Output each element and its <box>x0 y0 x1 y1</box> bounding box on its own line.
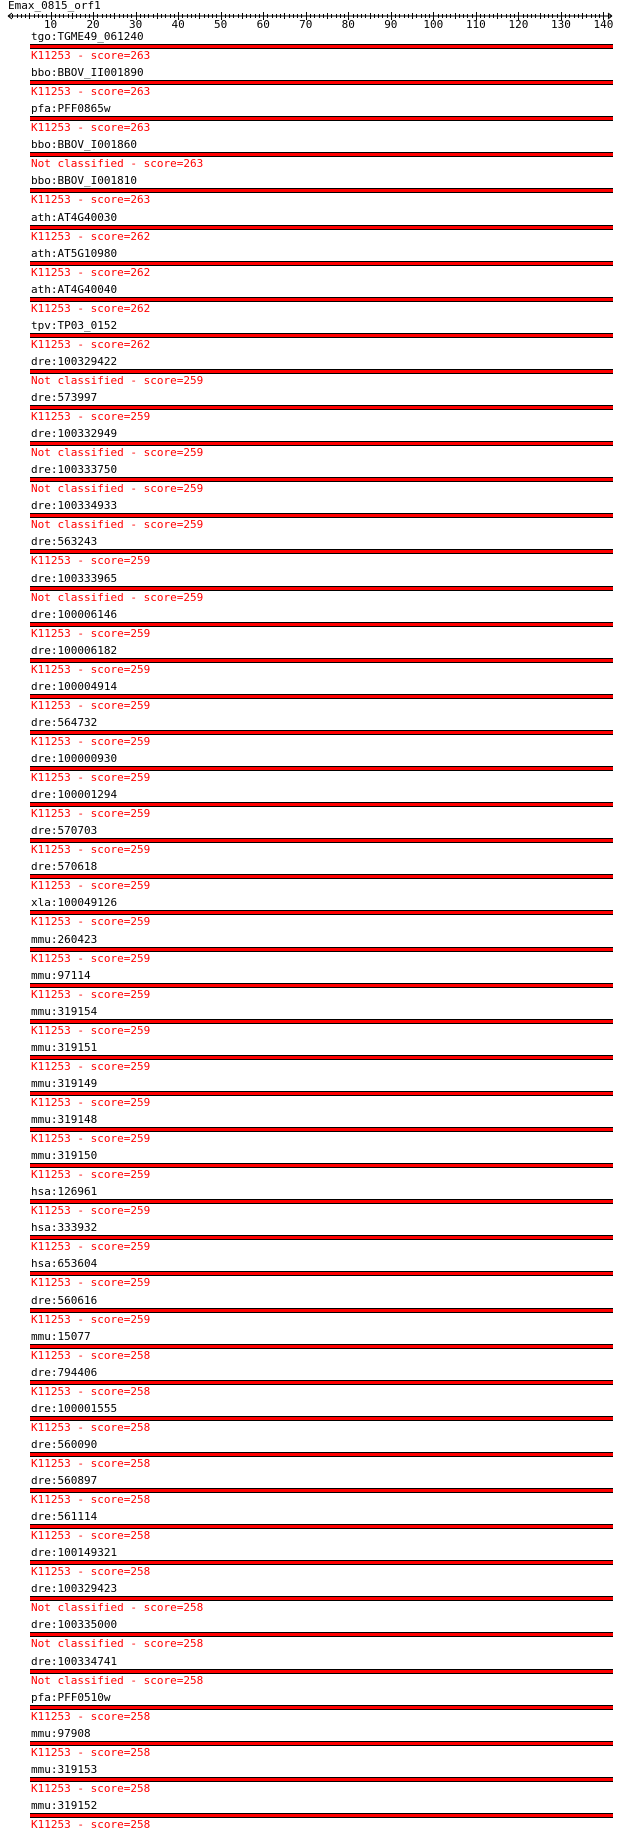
hit-gene-link[interactable]: hsa:126961 <box>31 1185 98 1198</box>
hit-score-text: Not classified - score=259 <box>31 374 204 387</box>
hit-gene-link[interactable]: dre:100329423 <box>31 1582 118 1595</box>
hit-row <box>0 463 620 499</box>
ruler-tick-label: 20 <box>86 18 100 31</box>
hit-row <box>0 1582 620 1618</box>
hit-row <box>0 1438 620 1474</box>
hit-score-text: K11253 - score=259 <box>31 952 151 965</box>
hit-row <box>0 1149 620 1185</box>
hit-row <box>0 283 620 319</box>
hit-score-text: K11253 - score=259 <box>31 1060 151 1073</box>
hit-gene-link[interactable]: pfa:PFF0510w <box>31 1691 111 1704</box>
hit-row <box>0 1005 620 1041</box>
hit-gene-link[interactable]: dre:561114 <box>31 1510 98 1523</box>
hit-row <box>0 680 620 716</box>
hit-row <box>0 752 620 788</box>
hit-gene-link[interactable]: mmu:319154 <box>31 1005 98 1018</box>
hit-gene-link[interactable]: dre:563243 <box>31 535 98 548</box>
hit-score-text: K11253 - score=259 <box>31 735 151 748</box>
hit-score-text: K11253 - score=259 <box>31 410 151 423</box>
hit-row <box>0 1763 620 1799</box>
ruler-tick-label: 100 <box>423 18 444 31</box>
hit-row <box>0 644 620 680</box>
hit-score-text: K11253 - score=258 <box>31 1385 151 1398</box>
ruler-tick-label: 60 <box>256 18 270 31</box>
hit-row <box>0 1113 620 1149</box>
sequence-title: Emax_0815_orf1 <box>8 0 101 12</box>
hit-gene-link[interactable]: mmu:319152 <box>31 1799 98 1812</box>
hit-score-text: Not classified - score=259 <box>31 446 204 459</box>
hit-row <box>0 1546 620 1582</box>
hit-row <box>0 211 620 247</box>
hit-gene-link[interactable]: mmu:319149 <box>31 1077 98 1090</box>
hit-gene-link[interactable]: ath:AT4G40040 <box>31 283 118 296</box>
hit-gene-link[interactable]: tgo:TGME49_061240 <box>31 30 144 43</box>
hit-gene-link[interactable]: tpv:TP03_0152 <box>31 319 118 332</box>
hit-row <box>0 1691 620 1727</box>
hit-score-text: K11253 - score=262 <box>31 338 151 351</box>
ruler-tick-label: 40 <box>171 18 185 31</box>
hit-gene-link[interactable]: dre:100332949 <box>31 427 118 440</box>
hit-score-text: K11253 - score=259 <box>31 554 151 567</box>
hit-row <box>0 933 620 969</box>
hit-gene-link[interactable]: mmu:260423 <box>31 933 98 946</box>
hit-gene-link[interactable]: dre:100334741 <box>31 1655 118 1668</box>
hit-score-text: K11253 - score=259 <box>31 699 151 712</box>
hit-score-text: K11253 - score=259 <box>31 1276 151 1289</box>
hit-score-text: K11253 - score=258 <box>31 1818 151 1831</box>
hit-gene-link[interactable]: dre:100329422 <box>31 355 118 368</box>
hit-row <box>0 66 620 102</box>
hit-gene-link[interactable]: dre:570618 <box>31 860 98 873</box>
hit-gene-link[interactable]: mmu:319151 <box>31 1041 98 1054</box>
hit-gene-link[interactable]: dre:573997 <box>31 391 98 404</box>
hit-gene-link[interactable]: dre:100334933 <box>31 499 118 512</box>
ruler-tick-label: 70 <box>299 18 313 31</box>
hit-gene-link[interactable]: dre:100000930 <box>31 752 118 765</box>
hit-score-text: K11253 - score=259 <box>31 627 151 640</box>
hit-row <box>0 102 620 138</box>
hit-row <box>0 1330 620 1366</box>
hit-row <box>0 1799 620 1835</box>
hit-score-text: K11253 - score=259 <box>31 1024 151 1037</box>
ruler-tick-label: 120 <box>508 18 529 31</box>
hit-row <box>0 1185 620 1221</box>
hit-gene-link[interactable]: mmu:97114 <box>31 969 91 982</box>
hit-score-text: Not classified - score=258 <box>31 1674 204 1687</box>
hit-gene-link[interactable]: bbo:BBOV_I001860 <box>31 138 137 151</box>
hit-score-text: K11253 - score=259 <box>31 663 151 676</box>
hit-row <box>0 319 620 355</box>
hit-score-text: Not classified - score=259 <box>31 518 204 531</box>
hit-row <box>0 1294 620 1330</box>
hit-row <box>0 1077 620 1113</box>
ruler-tick-label: 10 <box>43 18 58 31</box>
hit-row <box>0 1221 620 1257</box>
hit-score-text: K11253 - score=259 <box>31 1240 151 1253</box>
hit-score-text: Not classified - score=259 <box>31 482 204 495</box>
hit-row <box>0 969 620 1005</box>
hit-gene-link[interactable]: ath:AT4G40030 <box>31 211 118 224</box>
hit-score-text: K11253 - score=259 <box>31 1204 151 1217</box>
hit-gene-link[interactable]: dre:560616 <box>31 1294 98 1307</box>
hit-score-text: K11253 - score=259 <box>31 807 151 820</box>
hit-score-text: K11253 - score=259 <box>31 1168 151 1181</box>
hit-gene-link[interactable]: xla:100049126 <box>31 896 118 909</box>
hit-row <box>0 572 620 608</box>
hit-score-text: K11253 - score=259 <box>31 1096 151 1109</box>
hit-score-text: K11253 - score=263 <box>31 121 151 134</box>
hit-gene-link[interactable]: dre:100004914 <box>31 680 118 693</box>
hit-row <box>0 138 620 174</box>
hit-row <box>0 716 620 752</box>
hit-row <box>0 788 620 824</box>
hit-score-text: K11253 - score=259 <box>31 1132 151 1145</box>
hit-score-text: K11253 - score=259 <box>31 771 151 784</box>
hit-score-text: K11253 - score=263 <box>31 85 151 98</box>
hit-gene-link[interactable]: mmu:319153 <box>31 1763 98 1776</box>
ruler-tick-label: 110 <box>465 18 486 31</box>
hit-score-text: K11253 - score=263 <box>31 49 151 62</box>
hit-score-text: Not classified - score=259 <box>31 591 204 604</box>
hit-row <box>0 1402 620 1438</box>
hit-row <box>0 1510 620 1546</box>
hit-score-text: Not classified - score=258 <box>31 1601 204 1614</box>
hit-gene-link[interactable]: bbo:BBOV_II001890 <box>31 66 144 79</box>
hit-score-text: K11253 - score=258 <box>31 1349 151 1362</box>
hit-gene-link[interactable]: bbo:BBOV_I001810 <box>31 174 137 187</box>
ruler-tick-label: 50 <box>214 18 228 31</box>
hit-gene-link[interactable]: dre:100006146 <box>31 608 118 621</box>
hit-row <box>0 1257 620 1293</box>
hit-gene-link[interactable]: dre:100006182 <box>31 644 118 657</box>
hit-score-text: K11253 - score=259 <box>31 1313 151 1326</box>
hit-score-text: K11253 - score=259 <box>31 879 151 892</box>
hit-row <box>0 1041 620 1077</box>
hit-gene-link[interactable]: dre:564732 <box>31 716 98 729</box>
hit-gene-link[interactable]: pfa:PFF0865w <box>31 102 111 115</box>
hit-score-text: K11253 - score=258 <box>31 1710 151 1723</box>
hit-gene-link[interactable]: dre:100335000 <box>31 1618 118 1631</box>
hit-row <box>0 1727 620 1763</box>
hit-gene-link[interactable]: ath:AT5G10980 <box>31 247 118 260</box>
hit-gene-link[interactable]: dre:560897 <box>31 1474 98 1487</box>
hit-gene-link[interactable]: hsa:653604 <box>31 1257 98 1270</box>
hit-row <box>0 355 620 391</box>
hit-row <box>0 1655 620 1691</box>
hit-row <box>0 860 620 896</box>
ruler-tick-label: 80 <box>341 18 355 31</box>
hit-score-text: K11253 - score=258 <box>31 1782 151 1795</box>
hit-score-text: K11253 - score=262 <box>31 230 151 243</box>
hit-score-text: Not classified - score=263 <box>31 157 204 170</box>
hit-row <box>0 896 620 932</box>
hit-gene-link[interactable]: hsa:333932 <box>31 1221 98 1234</box>
hit-row <box>0 391 620 427</box>
hit-gene-link[interactable]: dre:100149321 <box>31 1546 118 1559</box>
hit-row <box>0 1474 620 1510</box>
hit-gene-link[interactable]: dre:100001555 <box>31 1402 118 1415</box>
hit-row <box>0 427 620 463</box>
hit-score-text: K11253 - score=258 <box>31 1421 151 1434</box>
hit-score-text: K11253 - score=262 <box>31 302 151 315</box>
hit-gene-link[interactable]: mmu:97908 <box>31 1727 91 1740</box>
hit-gene-link[interactable]: dre:560090 <box>31 1438 98 1451</box>
position-ruler <box>0 0 620 32</box>
hit-score-text: K11253 - score=263 <box>31 193 151 206</box>
hit-score-text: K11253 - score=259 <box>31 843 151 856</box>
hit-row <box>0 824 620 860</box>
hit-row <box>0 30 620 66</box>
hit-row <box>0 499 620 535</box>
hit-row <box>0 174 620 210</box>
hit-score-text: K11253 - score=258 <box>31 1457 151 1470</box>
ruler-tick-label: 90 <box>384 18 398 31</box>
hit-gene-link[interactable]: dre:100333750 <box>31 463 118 476</box>
hit-score-text: K11253 - score=258 <box>31 1493 151 1506</box>
ruler-tick-label: 130 <box>551 18 571 31</box>
hit-score-text: K11253 - score=258 <box>31 1565 151 1578</box>
hit-score-text: K11253 - score=259 <box>31 988 151 1001</box>
hit-score-text: K11253 - score=258 <box>31 1529 151 1542</box>
hit-score-text: Not classified - score=258 <box>31 1637 204 1650</box>
hit-gene-link[interactable]: dre:794406 <box>31 1366 98 1379</box>
hit-row <box>0 535 620 571</box>
hit-score-text: K11253 - score=258 <box>31 1746 151 1759</box>
hit-row <box>0 608 620 644</box>
hit-gene-link[interactable]: mmu:15077 <box>31 1330 91 1343</box>
hit-row <box>0 1618 620 1654</box>
ruler-tick-label: 140 <box>593 18 614 31</box>
hit-row <box>0 1366 620 1402</box>
hit-gene-link[interactable]: dre:100333965 <box>31 572 118 585</box>
hit-gene-link[interactable]: mmu:319148 <box>31 1113 98 1126</box>
hit-score-text: K11253 - score=262 <box>31 266 151 279</box>
ruler-tick-label: 30 <box>128 18 143 31</box>
hit-score-text: K11253 - score=259 <box>31 915 151 928</box>
hit-gene-link[interactable]: mmu:319150 <box>31 1149 98 1162</box>
hit-gene-link[interactable]: dre:570703 <box>31 824 98 837</box>
hit-gene-link[interactable]: dre:100001294 <box>31 788 118 801</box>
hit-row <box>0 247 620 283</box>
